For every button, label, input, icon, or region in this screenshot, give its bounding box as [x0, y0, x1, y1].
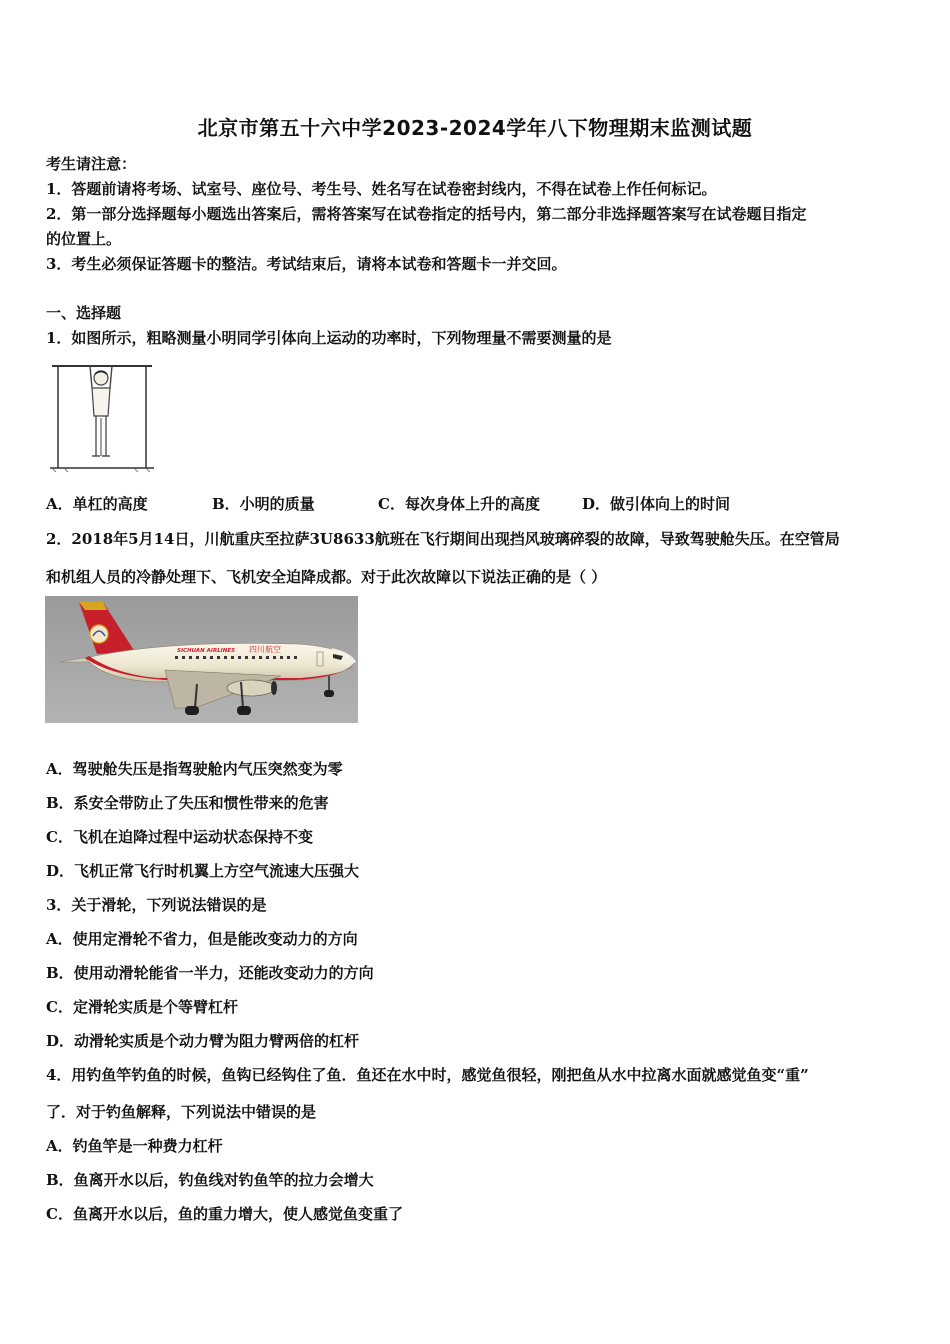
option-d[interactable]: D．动滑轮实质是个动力臂为阻力臂两倍的杠杆 — [46, 1032, 360, 1050]
notice-heading: 考生请注意： — [46, 155, 137, 173]
notice-item: 3．考生必须保证答题卡的整洁。考试结束后，请将本试卷和答题卡一并交回。 — [46, 255, 567, 273]
question-2-stem: 和机组人员的冷静处理下、飞机安全迫降成都。对于此次故障以下说法正确的是（ ） — [46, 568, 607, 586]
option-b[interactable]: B．系安全带防止了失压和惯性带来的危害 — [46, 794, 329, 812]
option-b[interactable]: B．小明的质量 — [212, 495, 315, 513]
option-b[interactable]: B．鱼离开水以后，钓鱼线对钓鱼竿的拉力会增大 — [46, 1171, 374, 1189]
pull-up-figure-icon — [48, 360, 156, 472]
notice-item: 2．第一部分选择题每小题选出答案后，需将答案写在试卷指定的括号内，第二部分非选择题答案写在试卷题目指定 — [46, 205, 807, 223]
option-a[interactable]: A．钓鱼竿是一种费力杠杆 — [46, 1137, 223, 1155]
livery-cn-text: 四川航空 — [249, 645, 281, 654]
notice-item: 1．答题前请将考场、试室号、座位号、考生号、姓名写在试卷密封线内，不得在试卷上作任何标记。 — [46, 180, 717, 198]
question-1-stem: 1．如图所示，粗略测量小明同学引体向上运动的功率时，下列物理量不需要测量的是 — [46, 329, 612, 347]
option-c[interactable]: C．飞机在迫降过程中运动状态保持不变 — [46, 828, 313, 846]
question-1-options — [46, 493, 730, 514]
question-3-stem: 3．关于滑轮，下列说法错误的是 — [46, 896, 267, 914]
option-c[interactable]: C．每次身体上升的高度 — [378, 495, 540, 513]
option-a[interactable]: A．使用定滑轮不省力，但是能改变动力的方向 — [46, 930, 358, 948]
question-4-stem: 4．用钓鱼竿钓鱼的时候，鱼钩已经钩住了鱼．鱼还在水中时，感觉鱼很轻，刚把鱼从水中拉离水面就感觉鱼变“重” — [46, 1066, 809, 1084]
option-c[interactable]: C．鱼离开水以后，鱼的重力增大，使人感觉鱼变重了 — [46, 1205, 403, 1223]
option-d[interactable]: D．飞机正常飞行时机翼上方空气流速大压强大 — [46, 862, 360, 880]
question-4-stem: 了．对于钓鱼解释，下列说法中错误的是 — [46, 1103, 317, 1121]
section-heading: 一、选择题 — [46, 304, 122, 322]
airliner-photo-icon — [45, 596, 358, 723]
page-title: 北京市第五十六中学2023-2024学年八下物理期末监测试题 — [197, 116, 753, 140]
question-2-stem: 2．2018年5月14日，川航重庆至拉萨3U8633航班在飞行期间出现挡风玻璃碎裂的故障，导致驾驶舱失压。在空管局 — [46, 530, 840, 548]
option-d[interactable]: D．做引体向上的时间 — [582, 495, 731, 513]
livery-text: SICHUAN AIRLINES — [177, 648, 236, 654]
option-a[interactable]: A．驾驶舱失压是指驾驶舱内气压突然变为零 — [46, 760, 343, 778]
option-b[interactable]: B．使用动滑轮能省一半力，还能改变动力的方向 — [46, 964, 374, 982]
option-c[interactable]: C．定滑轮实质是个等臂杠杆 — [46, 998, 238, 1016]
option-a[interactable]: A．单杠的高度 — [46, 495, 148, 513]
notice-item: 的位置上。 — [46, 230, 122, 248]
